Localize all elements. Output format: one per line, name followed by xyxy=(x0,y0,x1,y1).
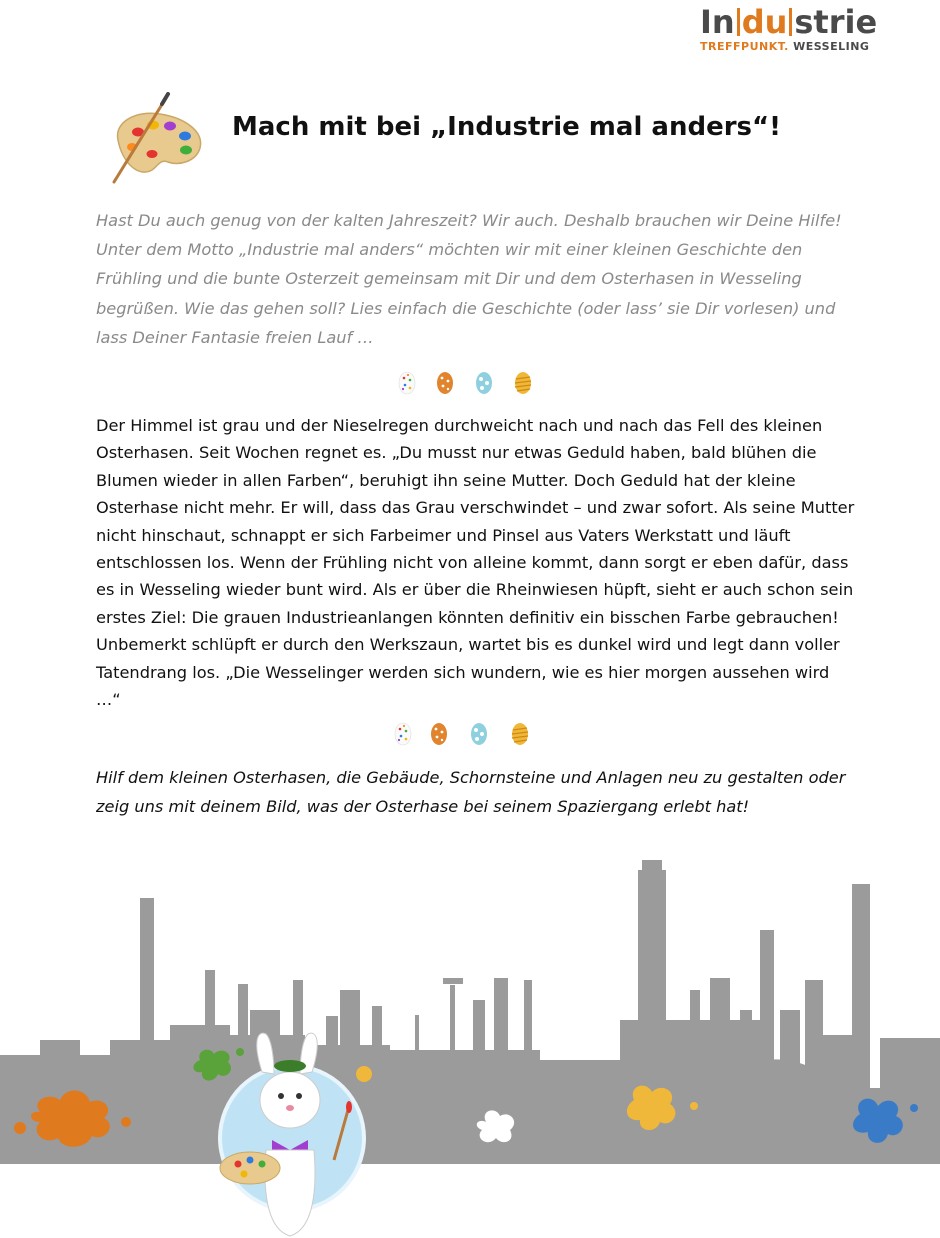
logo-divider xyxy=(737,8,740,36)
industrial-skyline-illustration xyxy=(0,860,940,1238)
easter-egg-icon xyxy=(398,370,532,396)
logo-part-in: In xyxy=(700,3,735,41)
egg-divider xyxy=(398,370,532,396)
logo-tagline-b: WESSELING xyxy=(793,40,870,53)
logo-part-du: du xyxy=(741,3,788,41)
industrie-logo xyxy=(700,4,900,56)
logo-tagline xyxy=(700,40,900,53)
call-to-action-paragraph: Hilf dem kleinen Osterhasen, die Gebäude, Schornsteine und Anlagen neu zu gestalten oder zeig uns mit deinem Bild, was der Osterhase bei seinem Spaziergang erlebt hat! xyxy=(96,768,846,816)
logo-tagline-a: TREFFPUNKT. xyxy=(700,40,789,53)
intro-paragraph: Hast Du auch genug von der kalten Jahreszeit? Wir auch. Deshalb brauchen wir Deine Hilfe! Unter dem Motto „Industrie mal anders“ möchten wir mit einer kleinen Geschichte den Frühling und die bunte Osterzeit gemeinsam mit Dir und dem Osterhasen in Wesseling begrüßen. Wie das gehen soll? Lies einfach die Geschichte (oder lass’ sie Dir vorlesen) und lass Deiner Fantasie freien Lauf … xyxy=(96,211,842,347)
logo-wordmark xyxy=(700,4,900,40)
easter-egg-icon xyxy=(393,721,533,747)
palette-icon xyxy=(108,92,208,184)
story-paragraph: Der Himmel ist grau und der Nieselregen durchweicht nach und nach das Fell des kleinen Osterhasen. Seit Wochen regnet es. „Du musst nur etwas Geduld haben, bald blühen die Blumen wieder in allen Farben“, beruhigt ihn seine Mutter. Doch Geduld hat der kleine Osterhase nicht mehr. Er will, dass das Grau verschwindet – und zwar sofort. Als seine Mutter nicht hinschaut, schnappt er sich Farbeimer und Pinsel aus Vaters Werkstatt und läuft entschlossen los. Wenn der Frühling nicht von alleine kommt, dann sorgt er eben dafür, dass es in Wesseling wieder bunt wird. Als er über die Rheinwiesen hüpft, sieht er auch schon sein erstes Ziel: Die grauen Industrieanlangen könnten definitiv ein bisschen Farbe gebrauchen! Unbemerkt schlüpft er durch den Werkszaun, wartet bis es dunkel wird und legt dann voller Tatendrang los. „Die Wesselinger werden sich wundern, wie es hier morgen aussehen wird …“ xyxy=(96,416,855,710)
egg-divider xyxy=(393,721,533,747)
logo-divider xyxy=(789,8,792,36)
page-title: Mach mit bei „Industrie mal anders“! xyxy=(232,112,781,142)
logo-part-strie: strie xyxy=(794,3,878,41)
